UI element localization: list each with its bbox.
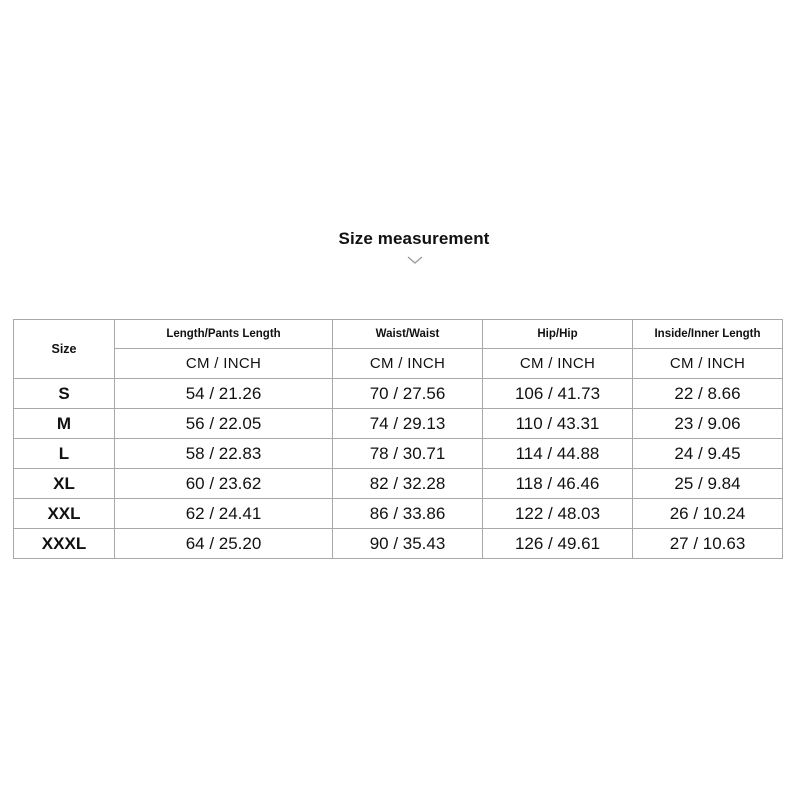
chevron-down-icon bbox=[406, 254, 424, 266]
column-header: Inside/Inner Length bbox=[633, 320, 783, 349]
size-column-header: Size bbox=[14, 320, 115, 379]
unit-label: CM / INCH bbox=[333, 349, 483, 379]
table-row bbox=[14, 379, 783, 409]
table-cell: 114 / 44.88 bbox=[483, 439, 633, 469]
table-cell: 82 / 32.28 bbox=[333, 469, 483, 499]
table-cell: 23 / 9.06 bbox=[633, 409, 783, 439]
table-cell: 24 / 9.45 bbox=[633, 439, 783, 469]
table-row bbox=[14, 469, 783, 499]
size-cell: XXL bbox=[14, 499, 115, 529]
table-header-row bbox=[14, 320, 783, 349]
size-cell: L bbox=[14, 439, 115, 469]
table-cell: 27 / 10.63 bbox=[633, 529, 783, 559]
unit-label: CM / INCH bbox=[633, 349, 783, 379]
unit-row bbox=[14, 349, 783, 379]
table-row bbox=[14, 529, 783, 559]
table-cell: 22 / 8.66 bbox=[633, 379, 783, 409]
size-cell: M bbox=[14, 409, 115, 439]
size-cell: S bbox=[14, 379, 115, 409]
size-cell: XXXL bbox=[14, 529, 115, 559]
column-header: Hip/Hip bbox=[483, 320, 633, 349]
size-cell: XL bbox=[14, 469, 115, 499]
table-cell: 60 / 23.62 bbox=[115, 469, 333, 499]
column-header: Length/Pants Length bbox=[115, 320, 333, 349]
table-cell: 58 / 22.83 bbox=[115, 439, 333, 469]
table-cell: 78 / 30.71 bbox=[333, 439, 483, 469]
table-cell: 126 / 49.61 bbox=[483, 529, 633, 559]
column-header: Waist/Waist bbox=[333, 320, 483, 349]
table-cell: 74 / 29.13 bbox=[333, 409, 483, 439]
table-cell: 110 / 43.31 bbox=[483, 409, 633, 439]
table-cell: 118 / 46.46 bbox=[483, 469, 633, 499]
unit-label: CM / INCH bbox=[115, 349, 333, 379]
table-cell: 54 / 21.26 bbox=[115, 379, 333, 409]
table-cell: 122 / 48.03 bbox=[483, 499, 633, 529]
table-cell: 25 / 9.84 bbox=[633, 469, 783, 499]
table-cell: 86 / 33.86 bbox=[333, 499, 483, 529]
table-row bbox=[14, 499, 783, 529]
size-table bbox=[13, 319, 783, 559]
table-cell: 62 / 24.41 bbox=[115, 499, 333, 529]
table-row bbox=[14, 439, 783, 469]
table-row bbox=[14, 409, 783, 439]
table-cell: 70 / 27.56 bbox=[333, 379, 483, 409]
table-cell: 106 / 41.73 bbox=[483, 379, 633, 409]
table-cell: 26 / 10.24 bbox=[633, 499, 783, 529]
unit-label: CM / INCH bbox=[483, 349, 633, 379]
table-cell: 64 / 25.20 bbox=[115, 529, 333, 559]
table-cell: 56 / 22.05 bbox=[115, 409, 333, 439]
table-cell: 90 / 35.43 bbox=[333, 529, 483, 559]
page-title: Size measurement bbox=[338, 229, 490, 248]
